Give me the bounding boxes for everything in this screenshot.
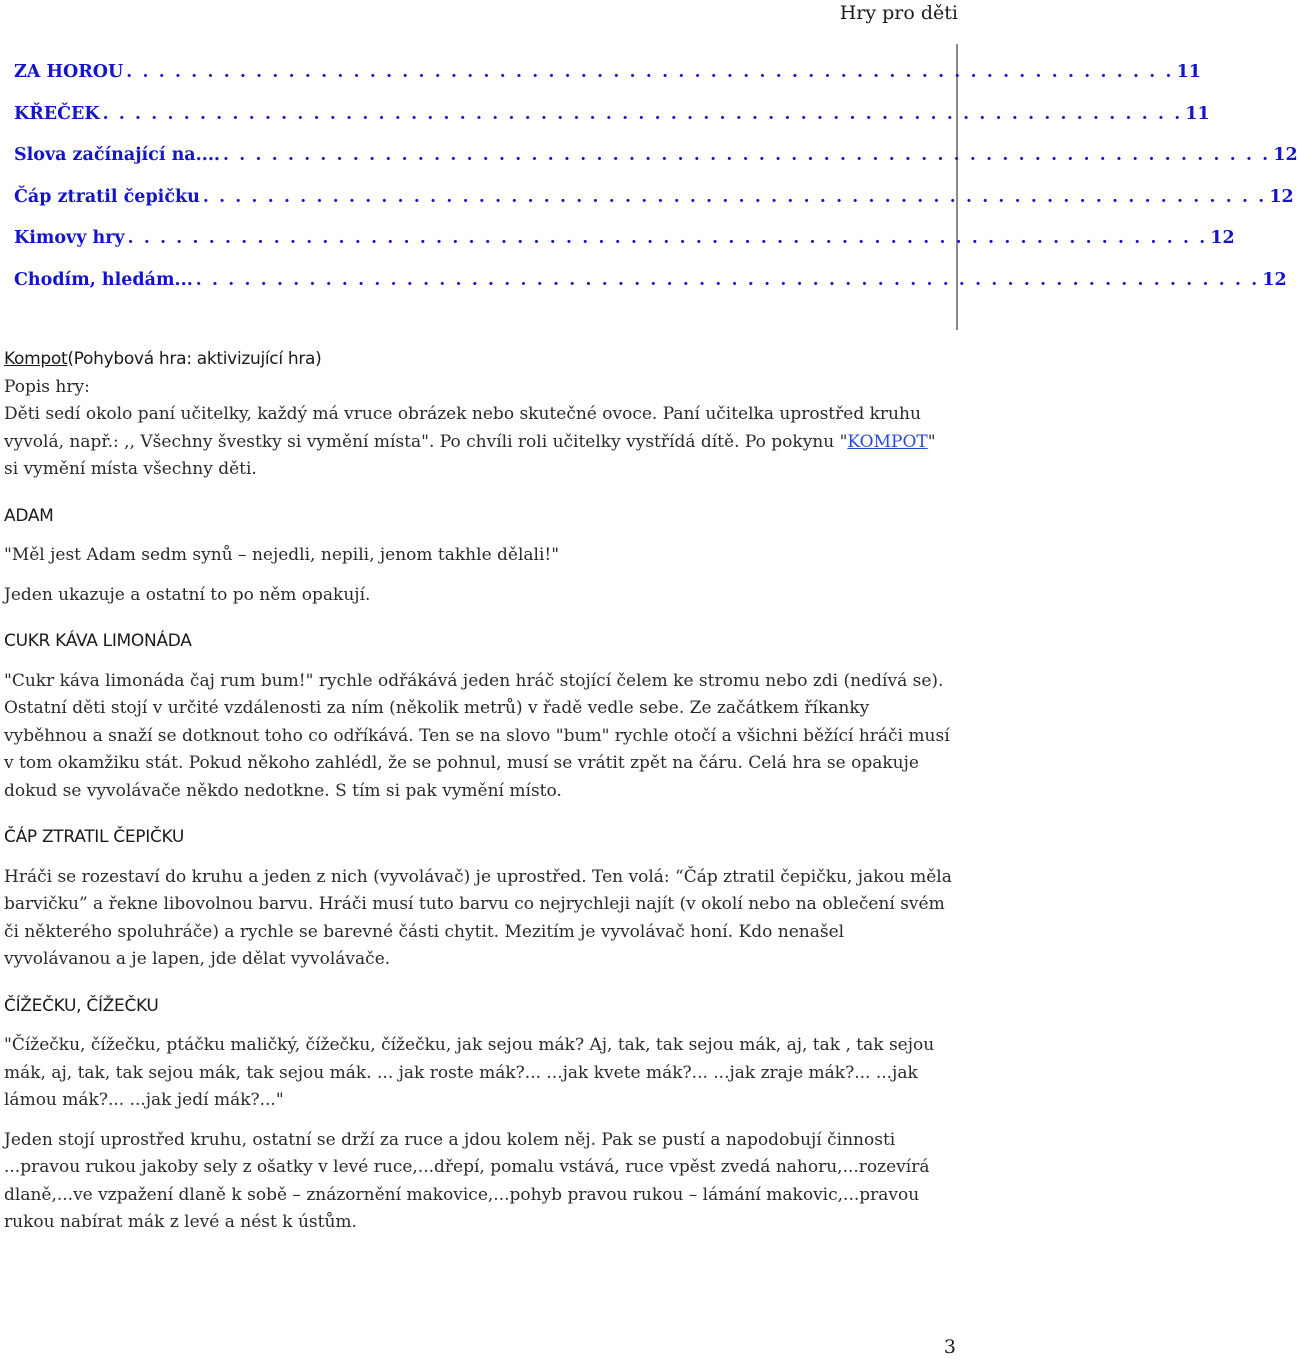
page-number: 3 <box>943 1336 956 1358</box>
toc-leader-dots: . . . . . . . . . . . . . . . . . . . . . . . . . . . . . . . . . . . . . . . . . . . . . . . . . . . . . . . . . . . . . . . . . . <box>202 186 1267 207</box>
toc-entry-page: 12 <box>1273 145 1298 165</box>
toc-entry-za-horou[interactable] <box>0 62 1201 104</box>
cukr-description: "Cukr káva limonáda čaj rum bum!" rychle odřákává jeden hráč stojící čelem ke stromu nebo zdi (nedívá se). Ostatní děti stojí v určité vzdálenosti za ním (několik metrů) v řadě vedle sebe. Ze začátkem říkanky vyběhnou a snaží se dotknout toho co odříkává. Ten se na slovo "bum" rychle otočí a všichni běžící hráči musí v tom okamžiku stát. Pokud někoho zahlédl, že se pohnul, musí se vrátit zpět na čáru. Celá hra se opakuje dokud se vyvolávače někdo nedotkne. S tím si pak vymění místo. <box>4 670 950 801</box>
toc-entry-slova-zacinajici[interactable] <box>0 145 1298 187</box>
kompot-inline-link[interactable]: KOMPOT <box>847 431 928 452</box>
toc-entry-page: 12 <box>1210 228 1235 248</box>
toc-leader-dots: . . . . . . . . . . . . . . . . . . . . . . . . . . . . . . . . . . . . . . . . . . . . . . . . . . . . . . . . . . . . . . . . . . . <box>127 228 1208 248</box>
cizecku-description: Jeden stojí uprostřed kruhu, ostatní se drží za ruce a jdou kolem něj. Pak se pustí a napodobují činnosti ...pravou rukou jakoby sely z ošatky v levé ruce,...dřepí, pomalu vstává, ruce vpěst zvedá nahoru,...rozevírá dlaně,...ve vzpažení dlaně k sobě – znázornění makovice,...pohyb pravou rukou – lámání makovic,...pravou rukou nabírat mák z levé a nést k ústům. <box>4 1129 930 1232</box>
toc-entry-cap-ztratil-cepicku[interactable] <box>0 186 1294 229</box>
toc-entry-page: 12 <box>1262 269 1287 290</box>
kompot-title-subtitle: (Pohybová hra: aktivizující hra) <box>67 349 322 369</box>
adam-verse: "Měl jest Adam sedm synů – nejedli, nepili, jenom takhle dělali!" <box>4 545 560 565</box>
toc-entry-chodim-hledam[interactable] <box>0 269 1287 312</box>
toc-leader-dots: . . . . . . . . . . . . . . . . . . . . . . . . . . . . . . . . . . . . . . . . . . . . . . . . . . . . . . . . . . . . . . . . . . <box>195 269 1260 290</box>
section-heading-cukr-kava-limonada: CUKR KÁVA LIMONÁDA <box>4 631 192 651</box>
toc-entry-title: Kimovy hry <box>14 228 125 248</box>
toc-entry-title: Čáp ztratil čepičku <box>14 186 200 207</box>
toc-leader-dots: . . . . . . . . . . . . . . . . . . . . . . . . . . . . . . . . . . . . . . . . . . . . . . . . . . . . . . . . . . . . . . . . . . . <box>102 103 1183 124</box>
toc-entry-title: Chodím, hledám... <box>14 269 193 290</box>
section-heading-adam: ADAM <box>4 505 54 526</box>
cap-description: Hráči se rozestaví do kruhu a jeden z nich (vyvolávač) je uprostřed. Ten volá: “Čáp ztratil čepičku, jakou měla barvičku” a řekne libovolnou barvu. Hráči musí tuto barvu co nejrychleji najít (v okolí nebo na oblečení svém či některého spoluhráče) a rychle se barevné části chytit. Mezitím je vyvolávač honí. Kdo nenašel vyvolávanou a je lapen, jde dělat vyvolávače. <box>4 866 952 969</box>
document-body <box>4 346 954 1237</box>
toc-entry-title: Slova začínající na.... <box>14 145 221 165</box>
section-heading-cizecku: ČÍŽEČKU, ČÍŽEČKU <box>4 995 159 1016</box>
toc-entry-page: 11 <box>1185 103 1210 124</box>
toc-entry-page: 11 <box>1176 62 1201 82</box>
section-heading-cap-ztratil-cepicku: ČÁP ZTRATIL ČEPIČKU <box>4 827 185 847</box>
kompot-text-a: Děti sedí okolo paní učitelky, každý má vruce obrázek nebo skutečné ovoce. Paní učitelka uprostřed kruhu vyvolá, např.: ,, Všechny švestky si vymění místa". Po chvíli roli učitelky vystřídá dítě. Po pokynu " <box>4 404 921 452</box>
kompot-description <box>4 401 954 484</box>
running-header-title: Hry pro děti <box>839 2 958 24</box>
toc-entry-title: KŘEČEK <box>14 103 100 124</box>
toc-entry-title: ZA HOROU <box>14 62 124 82</box>
toc-entry-krecek[interactable] <box>0 103 1210 146</box>
section-heading-kompot <box>4 346 954 374</box>
kompot-popis-label: Popis hry: <box>4 376 90 397</box>
kompot-text-b: " si vymění místa všechny děti. <box>4 431 936 479</box>
cizecku-verse: "Čížečku, čížečku, ptáčku maličký, čížečku, čížečku, jak sejou mák? Aj, tak, tak sejou mák, aj, tak , tak sejou mák, aj, tak, tak sejou mák, tak sejou mák. ... jak roste mák?... ...jak kvete mák?... ...jak zraje mák?... ...jak lámou mák?... ...jak jedí mák?..." <box>4 1035 935 1110</box>
toc-leader-dots: . . . . . . . . . . . . . . . . . . . . . . . . . . . . . . . . . . . . . . . . . . . . . . . . . . . . . . . . . . . . . . . . . <box>223 145 1271 165</box>
toc-leader-dots: . . . . . . . . . . . . . . . . . . . . . . . . . . . . . . . . . . . . . . . . . . . . . . . . . . . . . . . . . . . . . . . . . <box>126 62 1174 82</box>
adam-description: Jeden ukazuje a ostatní to po něm opakují. <box>4 584 371 605</box>
kompot-title-link[interactable]: Kompot <box>4 349 68 369</box>
toc-entry-page: 12 <box>1269 186 1294 207</box>
toc-entry-kimovy-hry[interactable] <box>0 228 1235 270</box>
table-of-contents <box>0 62 1298 311</box>
